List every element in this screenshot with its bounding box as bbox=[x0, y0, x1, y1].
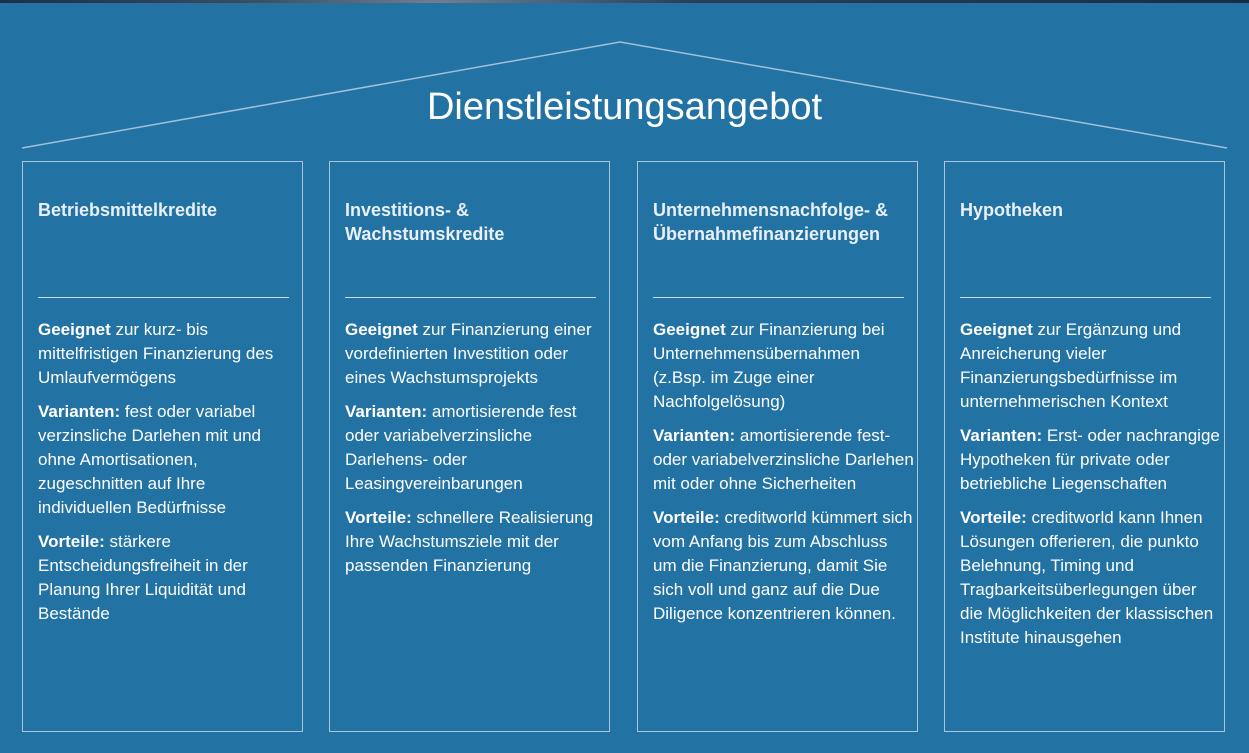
divider bbox=[653, 297, 904, 298]
vorteile-label: Vorteile: bbox=[38, 532, 105, 551]
varianten-text: amortisierende fest oder variabelverzinsliche Darlehens- oder Leasingvereinbarungen bbox=[345, 402, 577, 493]
geeignet-label: Geeignet bbox=[960, 320, 1033, 339]
varianten-paragraph bbox=[38, 400, 300, 520]
vorteile-label: Vorteile: bbox=[345, 508, 412, 527]
varianten-paragraph bbox=[345, 400, 607, 496]
vorteile-text: schnellere Realisierung Ihre Wachstumsziele mit der passenden Finanzierung bbox=[345, 508, 594, 575]
service-card-betriebsmittelkredite bbox=[22, 161, 303, 732]
varianten-paragraph bbox=[653, 424, 915, 496]
varianten-text: amortisierende fest- oder variabelverzinsliche Darlehen mit oder ohne Sicherheiten bbox=[653, 426, 914, 493]
geeignet-paragraph bbox=[38, 318, 300, 390]
vorteile-label: Vorteile: bbox=[960, 508, 1027, 527]
varianten-label: Varianten: bbox=[653, 426, 736, 445]
service-card-title: Unternehmensnachfolge- & Übernahmefinanzierungen bbox=[653, 200, 889, 244]
vorteile-text: creditworld kann Ihnen Lösungen offerieren, die punkto Belehnung, Timing und Tragbarkeitsüberlegungen über die Möglichkeiten der klassischen Institute hinausgehen bbox=[960, 508, 1214, 647]
varianten-label: Varianten: bbox=[345, 402, 428, 421]
varianten-label: Varianten: bbox=[38, 402, 121, 421]
varianten-text: fest oder variabel verzinsliche Darlehen mit und ohne Amortisationen, zugeschnitten auf Ihre individuellen Bedürfnisse bbox=[38, 402, 261, 517]
varianten-label: Varianten: bbox=[960, 426, 1043, 445]
service-card-nachfolgefinanzierung bbox=[637, 161, 918, 732]
divider bbox=[960, 297, 1211, 298]
service-card-body bbox=[653, 318, 915, 636]
geeignet-paragraph bbox=[653, 318, 915, 414]
geeignet-text: zur Finanzierung bei Unternehmensübernahmen (z.Bsp. im Zuge einer Nachfolgelösung) bbox=[653, 320, 885, 411]
geeignet-paragraph bbox=[345, 318, 607, 390]
vorteile-paragraph bbox=[38, 530, 300, 626]
geeignet-label: Geeignet bbox=[653, 320, 726, 339]
geeignet-text: zur kurz- bis mittelfristigen Finanzierung des Umlaufvermögens bbox=[38, 320, 274, 387]
vorteile-paragraph bbox=[960, 506, 1222, 650]
geeignet-paragraph bbox=[960, 318, 1222, 414]
geeignet-label: Geeignet bbox=[345, 320, 418, 339]
service-card-title: Betriebsmittelkredite bbox=[38, 200, 218, 220]
service-card-investitionskredite bbox=[329, 161, 610, 732]
service-card-body bbox=[345, 318, 607, 588]
vorteile-text: stärkere Entscheidungsfreiheit in der Planung Ihrer Liquidität und Bestände bbox=[38, 532, 248, 623]
divider bbox=[38, 297, 289, 298]
service-card-title: Hypotheken bbox=[960, 200, 1064, 220]
divider bbox=[345, 297, 596, 298]
service-card-body bbox=[960, 318, 1222, 660]
service-card-title: Investitions- & Wachstumskredite bbox=[345, 200, 505, 244]
varianten-text: Erst- oder nachrangige Hypotheken für private oder betriebliche Liegenschaften bbox=[960, 426, 1220, 493]
geeignet-text: zur Finanzierung einer vordefinierten Investition oder eines Wachstumsprojekts bbox=[345, 320, 592, 387]
roof-outline bbox=[0, 0, 1249, 160]
vorteile-text: creditworld kümmert sich vom Anfang bis zum Abschluss um die Finanzierung, damit Sie sich voll und ganz auf die Due Diligence konzentrieren können. bbox=[653, 508, 913, 623]
vorteile-paragraph bbox=[653, 506, 915, 626]
service-card-hypotheken bbox=[944, 161, 1225, 732]
geeignet-text: zur Ergänzung und Anreicherung vieler Finanzierungsbedürfnisse im unternehmerischen Kontext bbox=[960, 320, 1182, 411]
varianten-paragraph bbox=[960, 424, 1222, 496]
geeignet-label: Geeignet bbox=[38, 320, 111, 339]
service-card-body bbox=[38, 318, 300, 636]
page-title: Dienstleistungsangebot bbox=[426, 86, 823, 128]
vorteile-paragraph bbox=[345, 506, 607, 578]
vorteile-label: Vorteile: bbox=[653, 508, 720, 527]
